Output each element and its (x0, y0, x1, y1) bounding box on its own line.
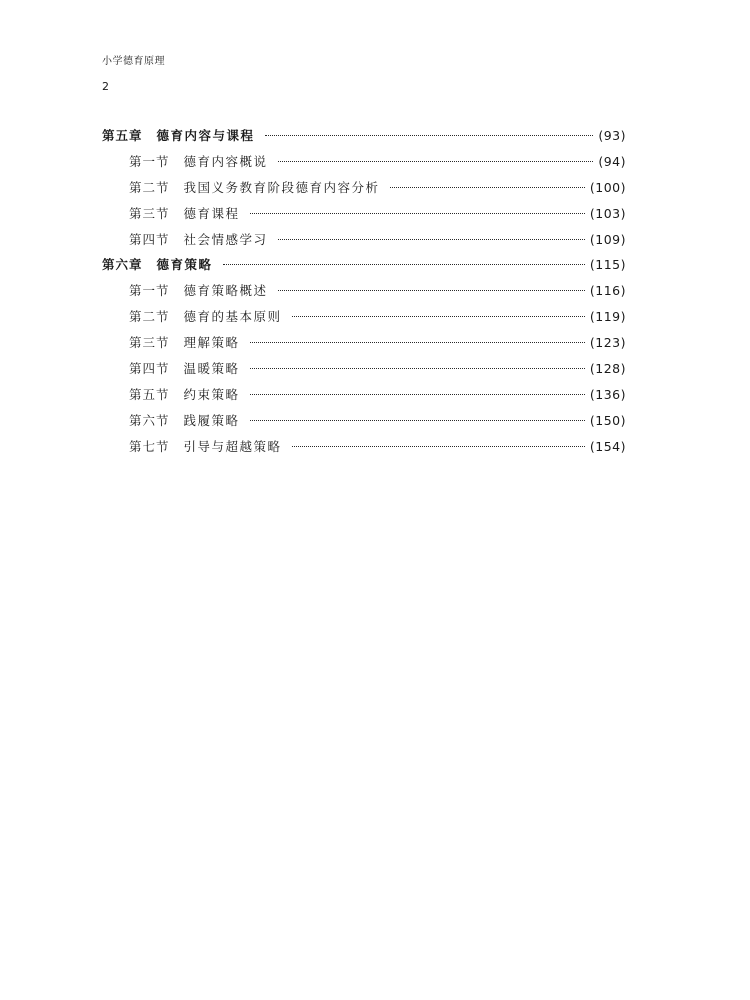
section-title: 践履策略 (183, 412, 240, 428)
toc-chapter-entry (102, 126, 626, 152)
page-reference: (115) (589, 257, 626, 273)
section-number: 第三节 (129, 335, 170, 351)
section-number: 第三节 (129, 205, 170, 221)
toc-section-entry (102, 307, 626, 333)
section-number: 第一节 (129, 283, 170, 299)
dot-leader (250, 342, 585, 343)
section-number: 第二节 (129, 179, 170, 195)
section-title: 德育内容概说 (183, 153, 268, 169)
page-reference: (94) (598, 153, 626, 169)
toc-section-entry (102, 359, 626, 385)
toc-section-entry (102, 230, 626, 256)
section-title: 引导与超越策略 (183, 438, 282, 454)
section-title: 温暖策略 (183, 361, 240, 377)
dot-leader (223, 264, 585, 265)
page-reference: (128) (589, 361, 626, 377)
toc-section-entry (102, 281, 626, 307)
running-header: 小学德育原理 (102, 56, 165, 67)
toc-chapter-entry (102, 255, 626, 281)
dot-leader (278, 290, 585, 291)
section-title: 德育策略概述 (183, 283, 268, 299)
section-number: 第二节 (129, 309, 170, 325)
section-number: 第六节 (129, 412, 170, 428)
dot-leader (292, 316, 585, 317)
section-title: 社会情感学习 (183, 231, 268, 247)
section-number: 第四节 (129, 231, 170, 247)
chapter-number: 第六章 (102, 257, 143, 273)
page-number: 2 (102, 80, 109, 93)
section-number: 第四节 (129, 361, 170, 377)
dot-leader (250, 420, 585, 421)
dot-leader (250, 213, 585, 214)
toc-section-entry (102, 152, 626, 178)
toc-section-entry (102, 333, 626, 359)
toc-section-entry (102, 204, 626, 230)
section-number: 第五节 (129, 386, 170, 402)
section-title: 约束策略 (183, 386, 240, 402)
dot-leader (265, 135, 594, 136)
table-of-contents (102, 126, 626, 463)
section-title: 理解策略 (183, 335, 240, 351)
page-reference: (109) (589, 231, 626, 247)
dot-leader (250, 394, 585, 395)
dot-leader (278, 161, 594, 162)
page-reference: (93) (598, 128, 626, 143)
page-reference: (119) (589, 309, 626, 325)
toc-section-entry (102, 385, 626, 411)
section-title: 我国义务教育阶段德育内容分析 (183, 179, 380, 195)
section-number: 第七节 (129, 438, 170, 454)
toc-section-entry (102, 411, 626, 437)
chapter-number: 第五章 (102, 128, 143, 143)
toc-section-entry (102, 437, 626, 463)
dot-leader (390, 187, 585, 188)
chapter-title: 德育内容与课程 (156, 128, 255, 143)
page-reference: (150) (589, 412, 626, 428)
dot-leader (292, 446, 585, 447)
page-reference: (136) (589, 386, 626, 402)
page-reference: (100) (589, 179, 626, 195)
dot-leader (278, 239, 585, 240)
page-reference: (103) (589, 205, 626, 221)
page-reference: (154) (589, 438, 626, 454)
chapter-title: 德育策略 (156, 257, 213, 273)
section-number: 第一节 (129, 153, 170, 169)
toc-section-entry (102, 178, 626, 204)
page-reference: (116) (589, 283, 626, 299)
section-title: 德育的基本原则 (183, 309, 282, 325)
page-reference: (123) (589, 335, 626, 351)
section-title: 德育课程 (183, 205, 240, 221)
dot-leader (250, 368, 585, 369)
